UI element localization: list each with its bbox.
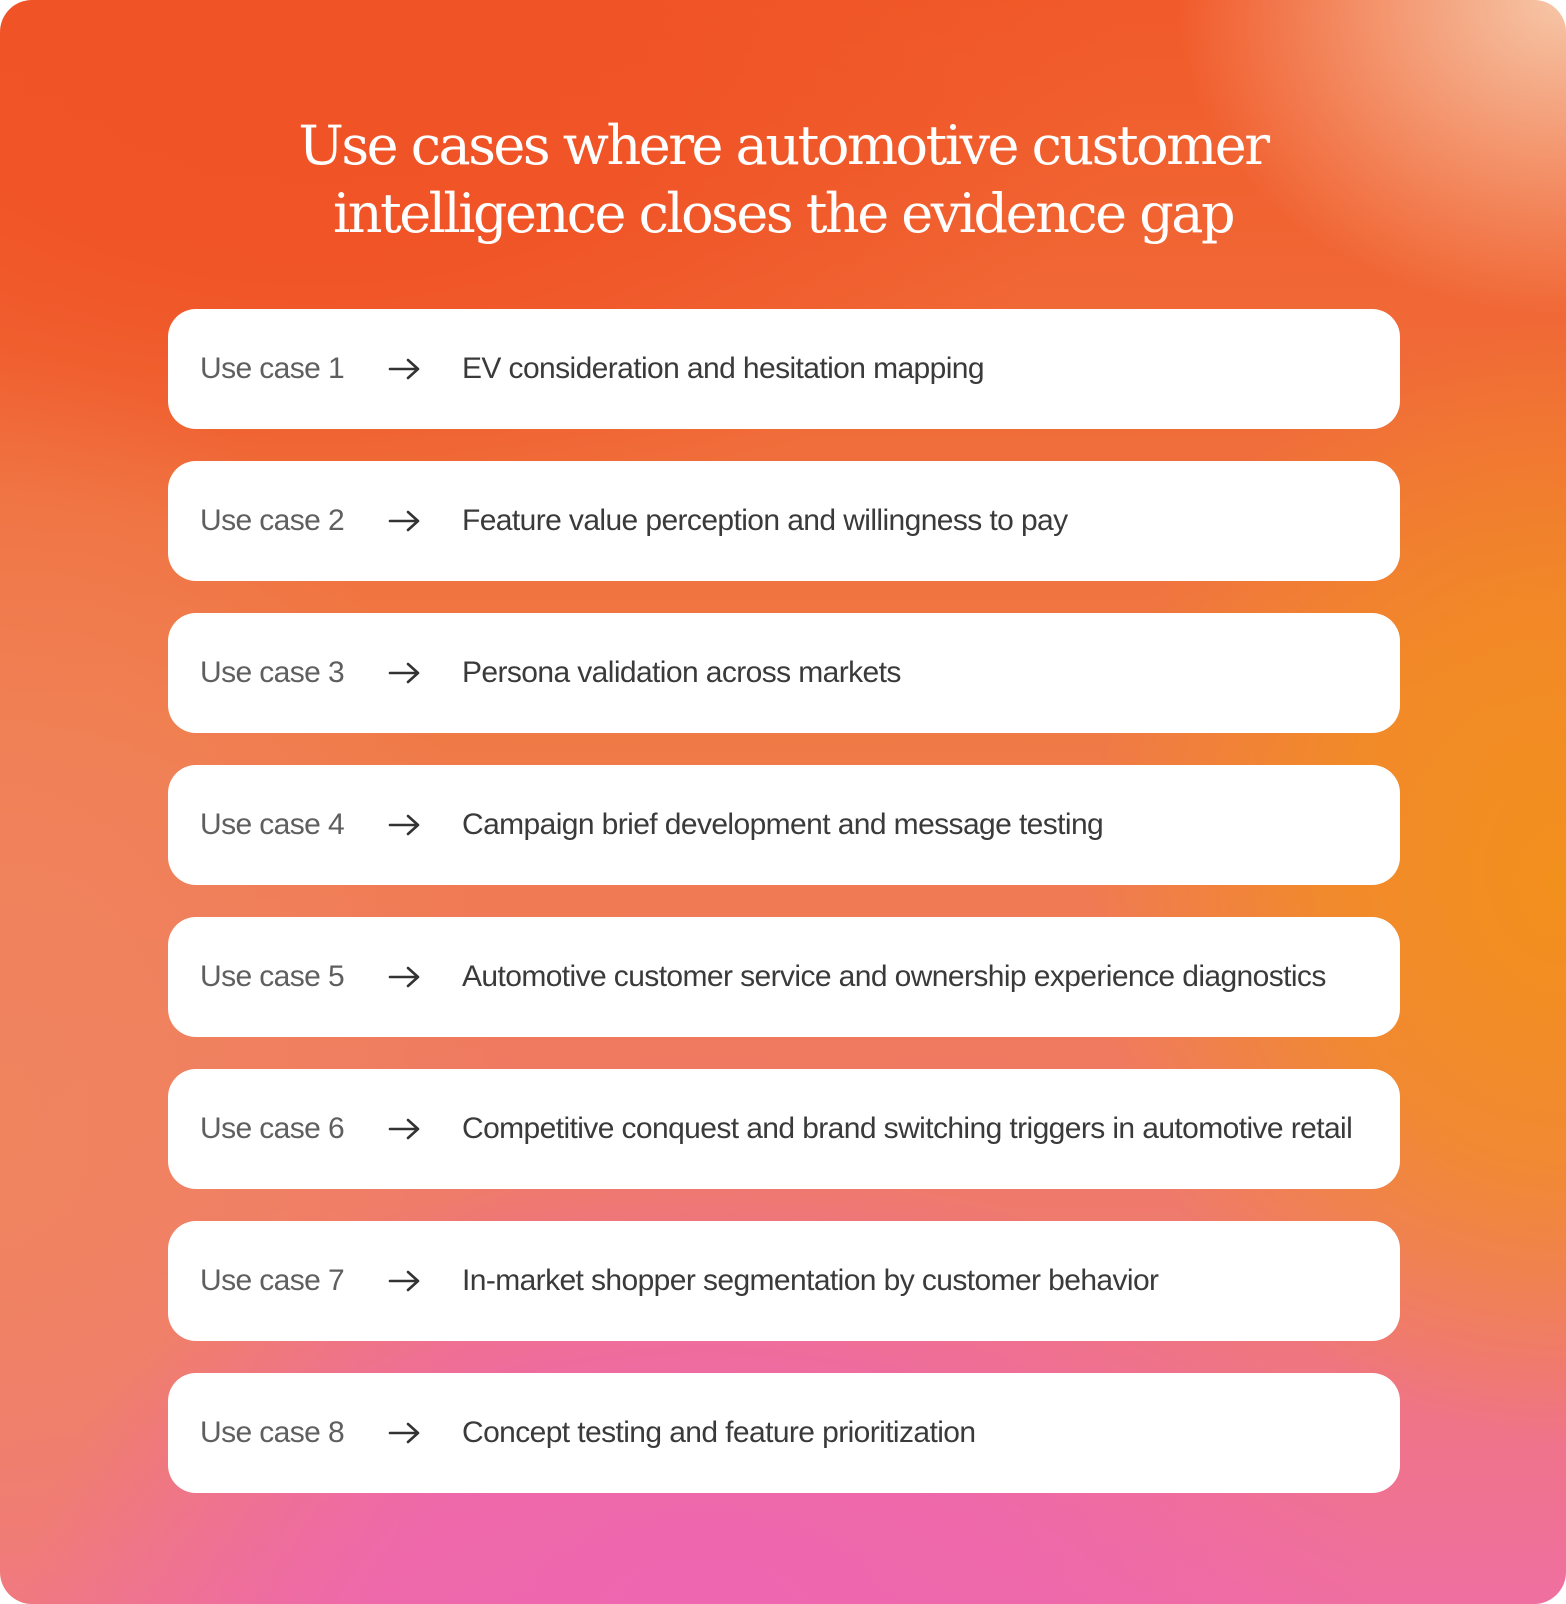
title-line-2: intelligence closes the evidence gap: [332, 182, 1234, 245]
use-case-text: Automotive customer service and ownership experience diagnostics: [462, 960, 1326, 993]
arrow-right-icon: [388, 810, 444, 840]
use-case-label: Use case 3: [200, 656, 345, 689]
use-case-text: Persona validation across markets: [462, 656, 901, 689]
use-case-label: Use case 4: [200, 808, 345, 841]
use-case-label: Use case 8: [200, 1416, 345, 1449]
use-case-row-6: [168, 1069, 1400, 1189]
arrow-right-icon: [388, 1266, 444, 1296]
use-case-text: In-market shopper segmentation by customer behavior: [462, 1264, 1159, 1297]
use-case-text: EV consideration and hesitation mapping: [462, 352, 984, 385]
arrow-right-icon: [388, 354, 444, 384]
use-case-row-8: [168, 1373, 1400, 1493]
use-case-text: Competitive conquest and brand switching triggers in automotive retail: [462, 1112, 1353, 1145]
arrow-right-icon: [388, 658, 444, 688]
use-case-text: Feature value perception and willingness to pay: [462, 504, 1068, 537]
use-case-text: Concept testing and feature prioritization: [462, 1416, 976, 1449]
use-case-row-1: [168, 309, 1400, 429]
arrow-right-icon: [388, 506, 444, 536]
use-case-row-4: [168, 765, 1400, 885]
use-case-row-5: [168, 917, 1400, 1037]
use-case-row-7: [168, 1221, 1400, 1341]
use-case-list: [168, 309, 1400, 1493]
use-case-label: Use case 6: [200, 1112, 345, 1145]
use-case-label: Use case 2: [200, 504, 345, 537]
use-case-label: Use case 1: [200, 352, 345, 385]
use-case-text: Campaign brief development and message testing: [462, 808, 1104, 841]
arrow-right-icon: [388, 1114, 444, 1144]
use-case-label: Use case 5: [200, 960, 345, 993]
use-case-label: Use case 7: [200, 1264, 345, 1297]
use-case-row-3: [168, 613, 1400, 733]
use-case-row-2: [168, 461, 1400, 581]
arrow-right-icon: [388, 1418, 444, 1448]
page-title: [263, 112, 1303, 248]
arrow-right-icon: [388, 962, 444, 992]
title-line-1: Use cases where automotive customer: [298, 114, 1268, 177]
